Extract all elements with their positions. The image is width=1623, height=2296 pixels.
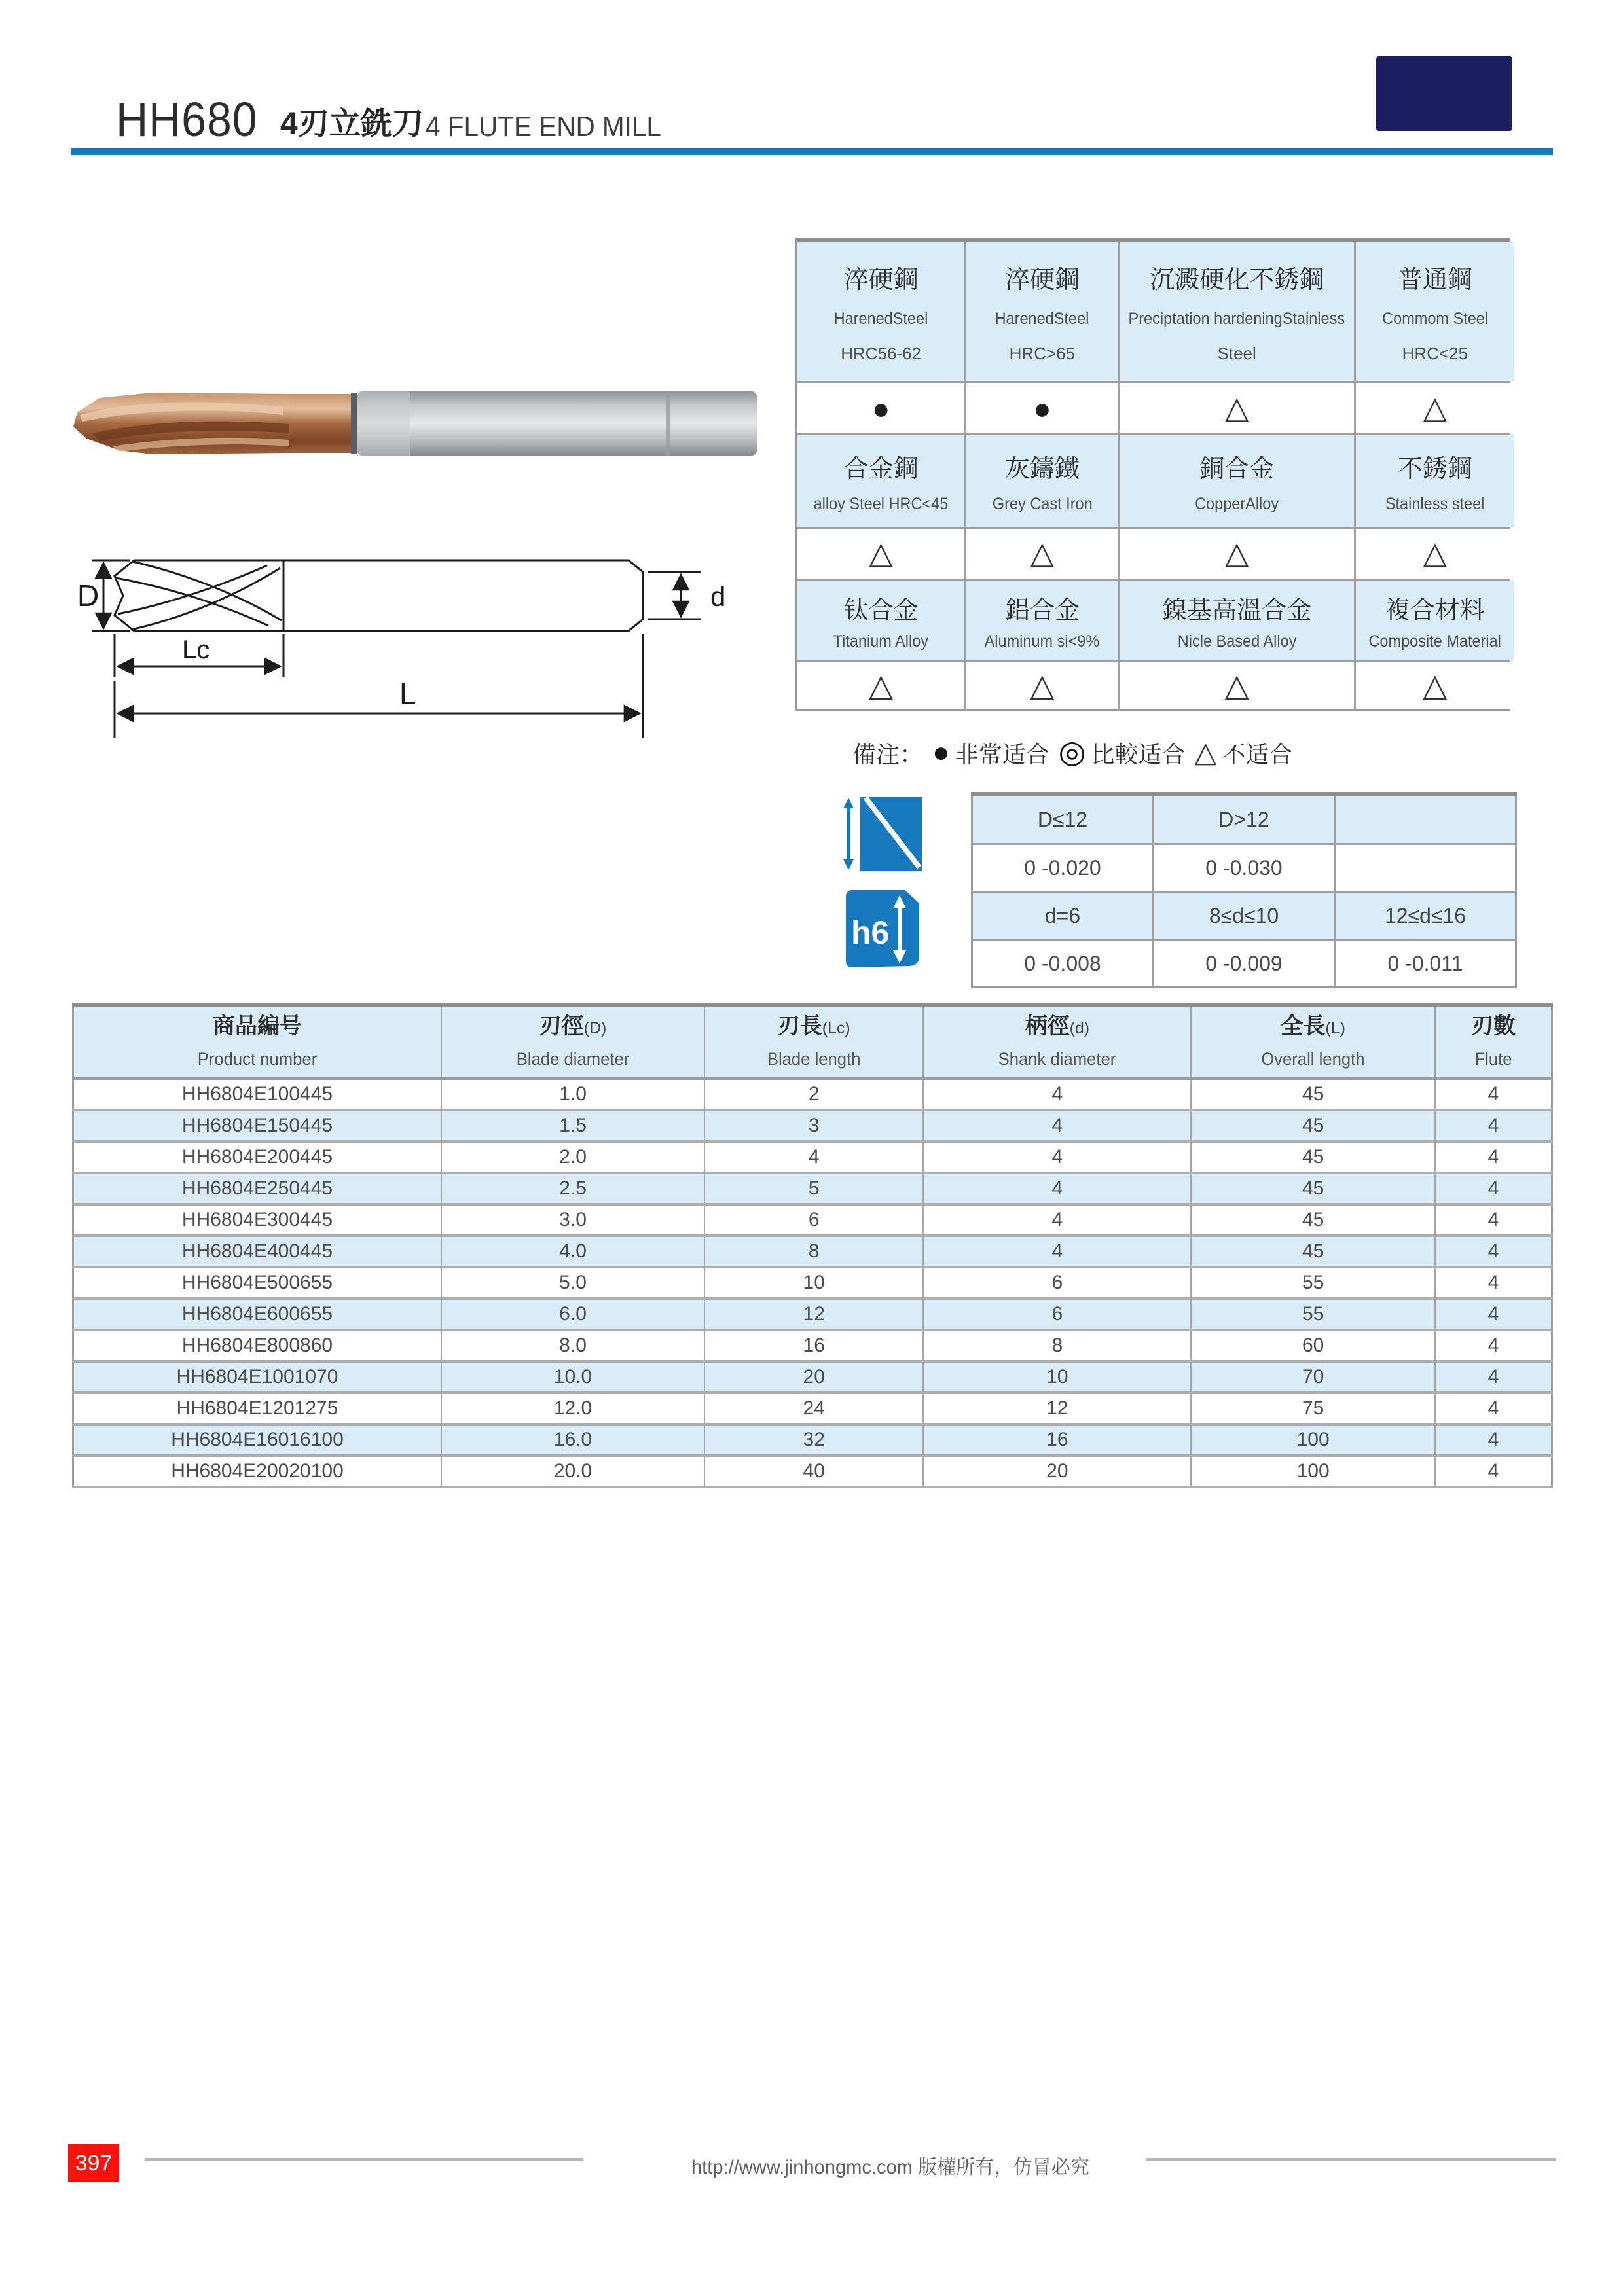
spec-value-cell: 45 bbox=[1191, 1141, 1435, 1173]
shank-tolerance-h6-icon bbox=[842, 888, 923, 971]
product-number-cell: HH6804E800860 bbox=[73, 1330, 441, 1361]
legend-item-label: 非常适合 bbox=[955, 740, 1049, 768]
spec-value-cell: 12.0 bbox=[441, 1393, 704, 1424]
page-number-badge bbox=[68, 2144, 119, 2182]
product-number-cell: HH6804E500655 bbox=[73, 1267, 441, 1299]
column-header-cn: 刃數 bbox=[1471, 1013, 1516, 1039]
material-name-en: Grey Cast Iron bbox=[992, 495, 1093, 513]
table-row bbox=[73, 1456, 1552, 1487]
spec-value-cell: 20 bbox=[923, 1456, 1191, 1487]
material-header-cell bbox=[797, 435, 964, 527]
spec-value-cell: 4 bbox=[1435, 1456, 1552, 1487]
spec-value-cell: 10.0 bbox=[441, 1361, 704, 1393]
legend-item-label: 不适合 bbox=[1222, 740, 1293, 768]
dim-label-L: L bbox=[399, 677, 416, 711]
spec-value-cell: 1.0 bbox=[441, 1079, 704, 1110]
material-header-cell bbox=[966, 581, 1118, 660]
material-name-cn: 淬硬鋼 bbox=[843, 266, 919, 294]
material-header-cell bbox=[1120, 581, 1354, 660]
material-header-cell bbox=[1356, 242, 1514, 381]
material-spec: Steel bbox=[1217, 343, 1256, 363]
spec-value-cell: 2.5 bbox=[441, 1173, 704, 1204]
legend-item bbox=[1195, 736, 1293, 770]
table-row bbox=[73, 1393, 1552, 1424]
spec-value-cell: 55 bbox=[1191, 1299, 1435, 1330]
column-header-unit: (d) bbox=[1069, 1018, 1090, 1037]
material-rating-cell bbox=[1356, 383, 1514, 433]
material-rating-cell bbox=[1356, 529, 1514, 579]
spec-value-cell: 16.0 bbox=[441, 1424, 704, 1456]
material-header-cell bbox=[797, 242, 964, 381]
spec-value-cell: 12 bbox=[923, 1393, 1191, 1424]
footer-divider-right bbox=[1146, 2158, 1556, 2161]
spec-value-cell: 12 bbox=[704, 1299, 923, 1330]
spec-value-cell: 6 bbox=[704, 1204, 923, 1236]
column-header-en: Blade length bbox=[767, 1049, 861, 1069]
triangle-symbol: △ bbox=[1030, 668, 1055, 703]
column-header-cn: 刃長(Lc) bbox=[777, 1013, 850, 1039]
product-number-cell: HH6804E16016100 bbox=[73, 1424, 441, 1456]
spec-value-cell: 45 bbox=[1191, 1236, 1435, 1267]
column-header-en: Flute bbox=[1474, 1049, 1512, 1069]
triangle-symbol: △ bbox=[869, 536, 894, 571]
spec-value-cell: 45 bbox=[1191, 1110, 1435, 1141]
material-rating-cell bbox=[1120, 383, 1354, 433]
product-number-cell: HH6804E100445 bbox=[73, 1079, 441, 1110]
table-row bbox=[73, 1424, 1552, 1456]
spec-value-cell: 20 bbox=[704, 1361, 923, 1393]
column-header-unit: (L) bbox=[1325, 1018, 1345, 1037]
product-number-cell: HH6804E20020100 bbox=[73, 1456, 441, 1487]
spec-value-cell: 1.5 bbox=[441, 1110, 704, 1141]
spec-value-cell: 8.0 bbox=[441, 1330, 704, 1361]
triangle-symbol: △ bbox=[1030, 536, 1055, 571]
page-title-model: HH680 bbox=[116, 92, 258, 147]
table-row bbox=[73, 1330, 1552, 1361]
material-header-cell bbox=[966, 242, 1118, 381]
spec-value-cell: 4 bbox=[1435, 1173, 1552, 1204]
triangle-symbol: △ bbox=[1423, 668, 1448, 703]
spec-value-cell: 3.0 bbox=[441, 1204, 704, 1236]
spec-value-cell: 4.0 bbox=[441, 1236, 704, 1267]
spec-value-cell: 4 bbox=[1435, 1204, 1552, 1236]
material-name-en: Aluminum si<9% bbox=[985, 632, 1100, 651]
material-rating-cell bbox=[966, 662, 1118, 709]
material-rating-cell bbox=[1120, 662, 1354, 709]
h6-label: h6 bbox=[851, 914, 890, 951]
material-name-en: CopperAlloy bbox=[1195, 495, 1279, 513]
spec-value-cell: 5.0 bbox=[441, 1267, 704, 1299]
material-header-cell bbox=[1120, 242, 1354, 381]
column-header-en: Overall length bbox=[1261, 1049, 1365, 1069]
spec-value-cell: 3 bbox=[704, 1110, 923, 1141]
material-name-en: HarenedSteel bbox=[994, 310, 1089, 328]
tolerance-value-cell: 0 -0.009 bbox=[1154, 941, 1334, 986]
spec-value-cell: 32 bbox=[704, 1424, 923, 1456]
triangle-symbol: △ bbox=[1224, 390, 1249, 425]
spec-value-cell: 4 bbox=[1435, 1079, 1552, 1110]
material-name-cn: 銅合金 bbox=[1199, 456, 1275, 483]
material-name-cn: 钛合金 bbox=[843, 597, 919, 624]
spec-value-cell: 10 bbox=[704, 1267, 923, 1299]
spec-value-cell: 6 bbox=[923, 1299, 1191, 1330]
table-row bbox=[73, 1141, 1552, 1173]
spec-value-cell: 40 bbox=[704, 1456, 923, 1487]
table-row bbox=[73, 1299, 1552, 1330]
spec-value-cell: 10 bbox=[923, 1361, 1191, 1393]
legend-label: 備注： bbox=[852, 740, 924, 768]
filled-symbol: ● bbox=[871, 391, 890, 425]
material-name-cn: 合金鋼 bbox=[843, 456, 919, 483]
column-header-cn: 柄徑(d) bbox=[1025, 1013, 1090, 1039]
page-subtitle-en: 4 FLUTE END MILL bbox=[426, 111, 661, 143]
triangle-symbol: △ bbox=[1224, 536, 1249, 571]
material-name-cn: 鎳基高溫合金 bbox=[1162, 597, 1312, 624]
suitability-legend bbox=[852, 732, 1292, 774]
material-rating-cell bbox=[1356, 662, 1514, 709]
product-number-cell: HH6804E600655 bbox=[73, 1299, 441, 1330]
material-suitability-table bbox=[795, 238, 1510, 711]
dim-label-d: d bbox=[710, 581, 726, 612]
spec-value-cell: 4 bbox=[1435, 1330, 1552, 1361]
material-name-en: Stainless steel bbox=[1385, 495, 1485, 513]
triangle-symbol: △ bbox=[1194, 736, 1217, 768]
tolerance-header-cell: d=6 bbox=[973, 893, 1152, 939]
product-spec-table bbox=[72, 1003, 1553, 1488]
spec-value-cell: 45 bbox=[1191, 1079, 1435, 1110]
footer-copyright: http://www.jinhongmc.com 版權所有，仿冒必究 bbox=[691, 2157, 1090, 2178]
material-spec: HRC<25 bbox=[1402, 343, 1468, 363]
tolerance-header-cell: 8≤d≤10 bbox=[1154, 893, 1334, 939]
legend-item-label: 比較适合 bbox=[1091, 740, 1186, 768]
material-name-cn: 普通鋼 bbox=[1397, 266, 1472, 294]
product-number-cell: HH6804E200445 bbox=[73, 1141, 441, 1173]
spec-value-cell: 4 bbox=[923, 1204, 1191, 1236]
spec-value-cell: 4 bbox=[923, 1173, 1191, 1204]
material-header-cell bbox=[1356, 581, 1514, 660]
spec-value-cell: 4 bbox=[1435, 1236, 1552, 1267]
spec-value-cell: 5 bbox=[704, 1173, 923, 1204]
material-name-en: Nicle Based Alloy bbox=[1177, 632, 1296, 651]
tolerance-value-cell: 0 -0.008 bbox=[973, 941, 1152, 986]
table-row bbox=[73, 1204, 1552, 1236]
spec-value-cell: 45 bbox=[1191, 1204, 1435, 1236]
material-header-cell bbox=[1120, 435, 1354, 527]
spec-value-cell: 4 bbox=[923, 1079, 1191, 1110]
dim-label-D: D bbox=[77, 579, 100, 613]
spec-value-cell: 4 bbox=[1435, 1299, 1552, 1330]
spec-value-cell: 8 bbox=[923, 1330, 1191, 1361]
material-name-en: Composite Material bbox=[1368, 632, 1502, 651]
product-number-cell: HH6804E250445 bbox=[73, 1173, 441, 1204]
tolerance-value-cell: 0 -0.011 bbox=[1336, 941, 1515, 986]
material-header-cell bbox=[966, 435, 1118, 527]
filled-symbol: ● bbox=[1032, 391, 1051, 425]
triangle-symbol: △ bbox=[1423, 536, 1448, 571]
spec-value-cell: 6.0 bbox=[441, 1299, 704, 1330]
table-row bbox=[73, 1361, 1552, 1393]
column-header bbox=[1435, 1005, 1552, 1079]
spec-value-cell: 20.0 bbox=[441, 1456, 704, 1487]
table-row bbox=[73, 1079, 1552, 1110]
triangle-symbol: △ bbox=[1423, 390, 1448, 425]
column-header-cn: 刃徑(D) bbox=[539, 1013, 607, 1039]
material-name-cn: 複合材料 bbox=[1385, 597, 1485, 624]
spec-value-cell: 4 bbox=[923, 1236, 1191, 1267]
material-name-cn: 鋁合金 bbox=[1004, 597, 1080, 624]
column-header-unit: (Lc) bbox=[822, 1018, 850, 1037]
spec-value-cell: 70 bbox=[1191, 1361, 1435, 1393]
column-header-en: Blade diameter bbox=[516, 1049, 630, 1069]
column-header-cn: 商品編号 bbox=[212, 1013, 302, 1039]
legend-item bbox=[932, 736, 1049, 770]
spec-value-cell: 8 bbox=[704, 1236, 923, 1267]
material-rating-cell bbox=[966, 529, 1118, 579]
column-header bbox=[441, 1005, 704, 1079]
tolerance-value-cell bbox=[1336, 845, 1515, 891]
footer-divider-left bbox=[145, 2158, 583, 2161]
page-subtitle-cn: 4刃立銑刀 bbox=[280, 107, 424, 141]
product-table-header-row bbox=[73, 1005, 1552, 1079]
column-header bbox=[704, 1005, 923, 1079]
dim-label-Lc: Lc bbox=[182, 636, 210, 664]
brand-logo bbox=[1376, 56, 1512, 131]
spec-value-cell: 2.0 bbox=[441, 1141, 704, 1173]
material-name-en: Preciptation hardeningStainless bbox=[1128, 310, 1345, 328]
material-name-en: alloy Steel HRC<45 bbox=[813, 495, 949, 513]
tolerance-table bbox=[971, 792, 1517, 988]
spec-value-cell: 4 bbox=[704, 1141, 923, 1173]
dimension-drawing bbox=[72, 542, 795, 745]
product-number-cell: HH6804E300445 bbox=[73, 1204, 441, 1236]
column-header-en: Product number bbox=[197, 1049, 318, 1069]
spec-value-cell: 2 bbox=[704, 1079, 923, 1110]
diameter-tolerance-icon bbox=[839, 794, 924, 874]
material-name-en: HarenedSteel bbox=[833, 310, 928, 328]
tolerance-value-cell: 0 -0.020 bbox=[973, 845, 1152, 891]
product-number-cell: HH6804E150445 bbox=[73, 1110, 441, 1141]
page-number: 397 bbox=[75, 2150, 113, 2176]
material-rating-cell bbox=[966, 383, 1118, 433]
column-header-en: Shank diameter bbox=[998, 1049, 1116, 1069]
spec-value-cell: 4 bbox=[1435, 1393, 1552, 1424]
product-number-cell: HH6804E400445 bbox=[73, 1236, 441, 1267]
table-row bbox=[73, 1110, 1552, 1141]
product-number-cell: HH6804E1001070 bbox=[73, 1361, 441, 1393]
column-header bbox=[923, 1005, 1191, 1079]
tolerance-header-cell bbox=[1336, 796, 1515, 843]
spec-value-cell: 4 bbox=[1435, 1110, 1552, 1141]
table-row bbox=[73, 1236, 1552, 1267]
ring-symbol: ◎ bbox=[1058, 735, 1086, 770]
material-spec: HRC>65 bbox=[1009, 343, 1076, 363]
spec-value-cell: 16 bbox=[704, 1330, 923, 1361]
tolerance-header-cell: D≤12 bbox=[973, 796, 1152, 843]
spec-value-cell: 4 bbox=[923, 1110, 1191, 1141]
triangle-symbol: △ bbox=[1224, 668, 1249, 703]
spec-value-cell: 4 bbox=[1435, 1424, 1552, 1456]
material-name-cn: 灰鑄鐵 bbox=[1004, 456, 1080, 483]
spec-value-cell: 4 bbox=[923, 1141, 1191, 1173]
spec-value-cell: 100 bbox=[1191, 1456, 1435, 1487]
spec-value-cell: 100 bbox=[1191, 1424, 1435, 1456]
material-rating-cell bbox=[797, 662, 964, 709]
material-rating-cell bbox=[797, 383, 964, 433]
spec-value-cell: 4 bbox=[1435, 1141, 1552, 1173]
spec-value-cell: 6 bbox=[923, 1267, 1191, 1299]
material-header-cell bbox=[1356, 435, 1514, 527]
tolerance-header-cell: 12≤d≤16 bbox=[1336, 893, 1515, 939]
column-header bbox=[1191, 1005, 1435, 1079]
spec-value-cell: 16 bbox=[923, 1424, 1191, 1456]
material-rating-cell bbox=[797, 529, 964, 579]
material-spec: HRC56-62 bbox=[841, 343, 922, 363]
spec-value-cell: 4 bbox=[1435, 1361, 1552, 1393]
spec-value-cell: 60 bbox=[1191, 1330, 1435, 1361]
spec-value-cell: 75 bbox=[1191, 1393, 1435, 1424]
material-name-cn: 淬硬鋼 bbox=[1004, 266, 1080, 294]
legend-item bbox=[1059, 736, 1186, 770]
endmill-photo bbox=[73, 387, 764, 459]
triangle-symbol: △ bbox=[869, 668, 894, 703]
tolerance-header-cell: D>12 bbox=[1154, 796, 1334, 843]
column-header-unit: (D) bbox=[583, 1018, 607, 1037]
header-rule bbox=[71, 148, 1553, 155]
table-row bbox=[73, 1173, 1552, 1204]
tolerance-value-cell: 0 -0.030 bbox=[1154, 845, 1334, 891]
material-rating-cell bbox=[1120, 529, 1354, 579]
material-name-en: Commom Steel bbox=[1381, 310, 1488, 328]
product-number-cell: HH6804E1201275 bbox=[73, 1393, 441, 1424]
table-row bbox=[73, 1267, 1552, 1299]
material-name-en: Titanium Alloy bbox=[833, 632, 929, 651]
column-header-cn: 全長(L) bbox=[1281, 1013, 1345, 1039]
spec-value-cell: 45 bbox=[1191, 1173, 1435, 1204]
material-name-cn: 沉澱硬化不銹鋼 bbox=[1150, 266, 1324, 294]
spec-value-cell: 55 bbox=[1191, 1267, 1435, 1299]
spec-value-cell: 24 bbox=[704, 1393, 923, 1424]
spec-value-cell: 4 bbox=[1435, 1267, 1552, 1299]
material-header-cell bbox=[797, 581, 964, 660]
material-name-cn: 不銹鋼 bbox=[1397, 456, 1472, 483]
column-header bbox=[73, 1005, 441, 1079]
filled-symbol: ● bbox=[932, 736, 950, 768]
